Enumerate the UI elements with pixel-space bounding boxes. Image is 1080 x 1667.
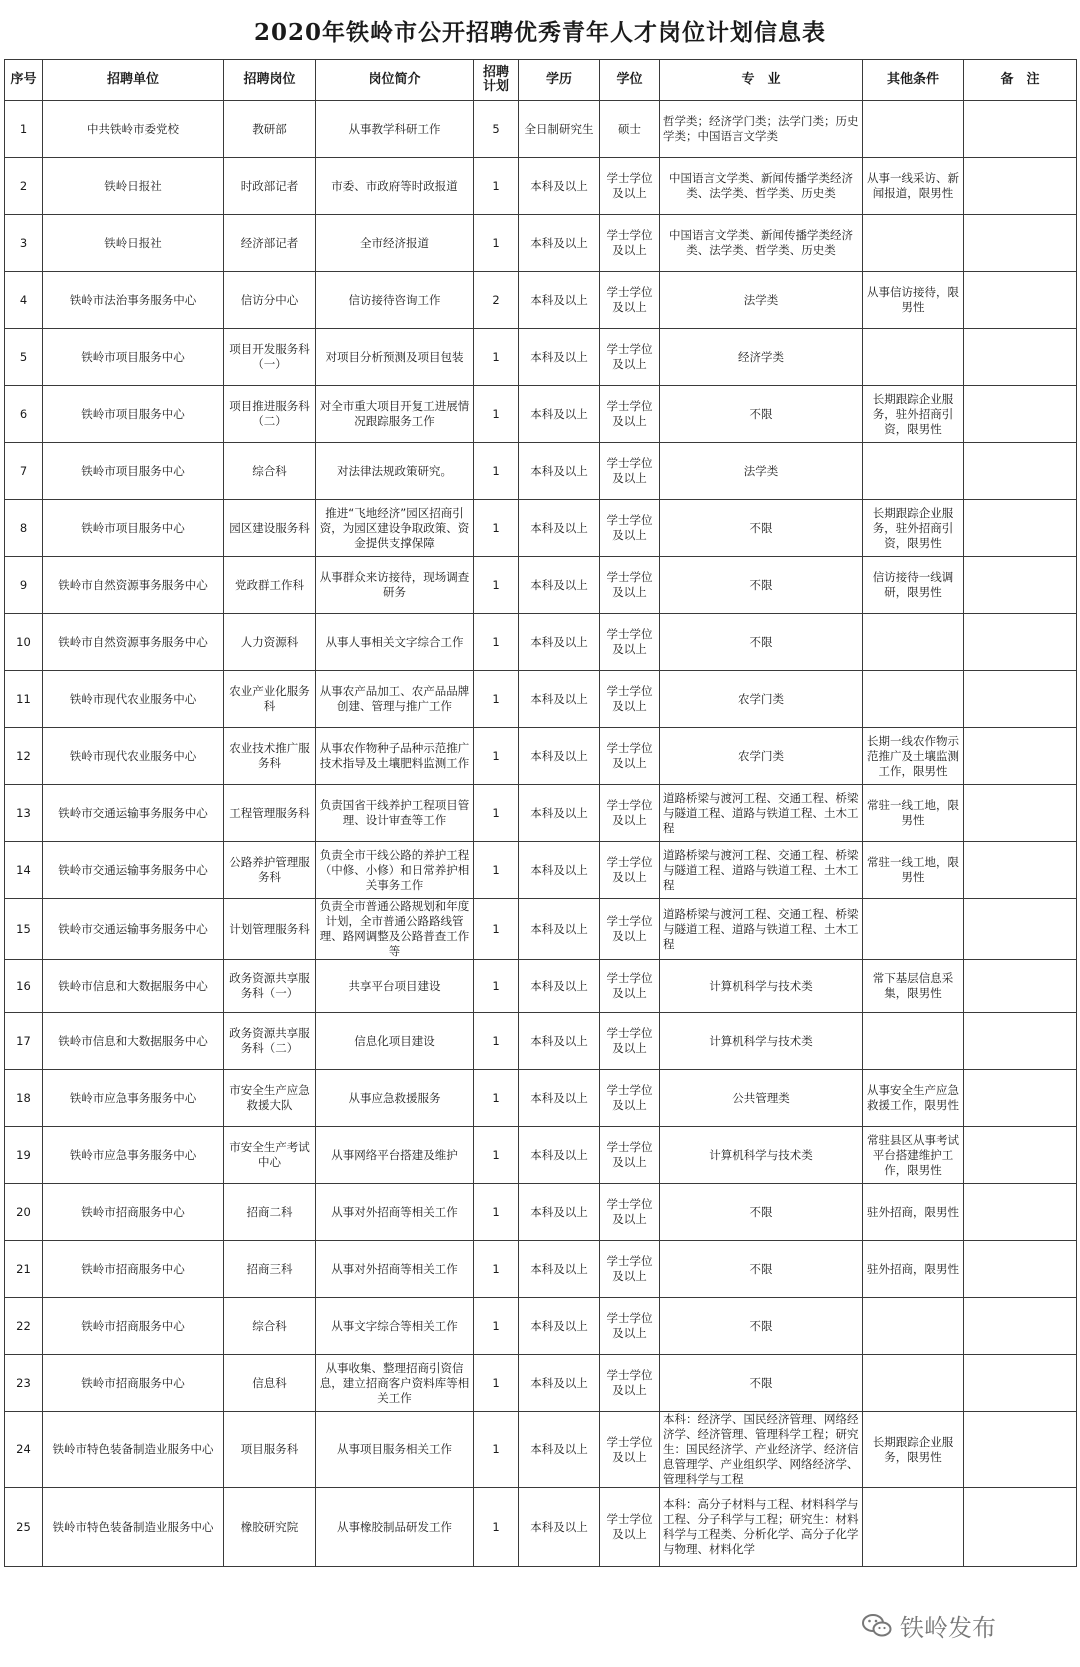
cell-note xyxy=(964,614,1077,671)
cell-post: 招商二科 xyxy=(224,1184,316,1241)
cell-note xyxy=(964,671,1077,728)
cell-major: 中国语言文学类、新闻传播学类经济类、法学类、哲学类、历史类 xyxy=(660,215,863,272)
cell-note xyxy=(964,1298,1077,1355)
cell-note xyxy=(964,1355,1077,1412)
cell-note xyxy=(964,557,1077,614)
cell-degree: 学士学位及以上 xyxy=(600,899,660,960)
cell-cond xyxy=(863,215,964,272)
cell-desc: 负责全市普通公路规划和年度计划，全市普通公路路线管理、路网调整及公路普查工作等 xyxy=(316,899,474,960)
cell-note xyxy=(964,1070,1077,1127)
cell-edu: 本科及以上 xyxy=(519,158,600,215)
cell-degree: 学士学位及以上 xyxy=(600,1184,660,1241)
cell-edu: 本科及以上 xyxy=(519,272,600,329)
cell-plan: 1 xyxy=(474,671,519,728)
cell-desc: 从事橡胶制品研发工作 xyxy=(316,1488,474,1567)
cell-major: 本科：经济学、国民经济管理、网络经济学、经济管理、管理科学工程；研究生：国民经济学、产业经济学、经济信息管理学、产业组织学、网络经济学、管理科学与工程 xyxy=(660,1412,863,1488)
cell-no: 8 xyxy=(5,500,43,557)
cell-major: 不限 xyxy=(660,614,863,671)
cell-note xyxy=(964,1241,1077,1298)
table-row xyxy=(5,1355,1077,1412)
cell-edu: 本科及以上 xyxy=(519,386,600,443)
cell-desc: 从事网络平台搭建及维护 xyxy=(316,1127,474,1184)
cell-post: 党政群工作科 xyxy=(224,557,316,614)
table-row xyxy=(5,1488,1077,1567)
cell-degree: 学士学位及以上 xyxy=(600,1298,660,1355)
cell-unit: 铁岭市自然资源事务服务中心 xyxy=(43,557,224,614)
cell-edu: 本科及以上 xyxy=(519,614,600,671)
cell-no: 3 xyxy=(5,215,43,272)
cell-note xyxy=(964,386,1077,443)
cell-edu: 全日制研究生 xyxy=(519,101,600,158)
cell-note xyxy=(964,1013,1077,1070)
cell-unit: 铁岭市自然资源事务服务中心 xyxy=(43,614,224,671)
cell-note xyxy=(964,215,1077,272)
cell-plan: 1 xyxy=(474,1184,519,1241)
cell-plan: 1 xyxy=(474,158,519,215)
cell-no: 16 xyxy=(5,960,43,1013)
cell-note xyxy=(964,960,1077,1013)
cell-unit: 铁岭市法治事务服务中心 xyxy=(43,272,224,329)
cell-degree: 学士学位及以上 xyxy=(600,1127,660,1184)
cell-no: 14 xyxy=(5,842,43,899)
cell-cond: 从事安全生产应急救援工作，限男性 xyxy=(863,1070,964,1127)
cell-degree: 学士学位及以上 xyxy=(600,158,660,215)
table-row xyxy=(5,1184,1077,1241)
cell-note xyxy=(964,158,1077,215)
cell-edu: 本科及以上 xyxy=(519,1127,600,1184)
cell-desc: 从事教学科研工作 xyxy=(316,101,474,158)
cell-plan: 1 xyxy=(474,500,519,557)
header-cond: 其他条件 xyxy=(863,60,964,101)
cell-unit: 铁岭市招商服务中心 xyxy=(43,1355,224,1412)
cell-degree: 学士学位及以上 xyxy=(600,785,660,842)
cell-no: 4 xyxy=(5,272,43,329)
header-unit: 招聘单位 xyxy=(43,60,224,101)
cell-major: 计算机科学与技术类 xyxy=(660,960,863,1013)
cell-degree: 学士学位及以上 xyxy=(600,1013,660,1070)
cell-post: 项目推进服务科（二） xyxy=(224,386,316,443)
cell-desc: 信访接待咨询工作 xyxy=(316,272,474,329)
cell-desc: 共享平台项目建设 xyxy=(316,960,474,1013)
cell-no: 17 xyxy=(5,1013,43,1070)
cell-degree: 学士学位及以上 xyxy=(600,728,660,785)
cell-note xyxy=(964,785,1077,842)
cell-major: 经济学类 xyxy=(660,329,863,386)
cell-plan: 1 xyxy=(474,785,519,842)
cell-major: 道路桥梁与渡河工程、交通工程、桥梁与隧道工程、道路与铁道工程、土木工程 xyxy=(660,785,863,842)
table-row xyxy=(5,329,1077,386)
cell-edu: 本科及以上 xyxy=(519,1241,600,1298)
cell-cond: 驻外招商，限男性 xyxy=(863,1184,964,1241)
cell-unit: 铁岭市项目服务中心 xyxy=(43,329,224,386)
cell-plan: 1 xyxy=(474,1412,519,1488)
cell-major: 计算机科学与技术类 xyxy=(660,1127,863,1184)
cell-desc: 从事收集、整理招商引资信息，建立招商客户资料库等相关工作 xyxy=(316,1355,474,1412)
cell-post: 农业技术推广服务科 xyxy=(224,728,316,785)
cell-post: 市安全生产应急救援大队 xyxy=(224,1070,316,1127)
cell-note xyxy=(964,272,1077,329)
cell-degree: 学士学位及以上 xyxy=(600,960,660,1013)
cell-cond: 常驻县区从事考试平台搭建维护工作，限男性 xyxy=(863,1127,964,1184)
cell-note xyxy=(964,500,1077,557)
cell-post: 园区建设服务科 xyxy=(224,500,316,557)
cell-edu: 本科及以上 xyxy=(519,1013,600,1070)
cell-cond xyxy=(863,443,964,500)
cell-cond: 长期一线农作物示范推广及土壤监测工作，限男性 xyxy=(863,728,964,785)
cell-unit: 铁岭日报社 xyxy=(43,215,224,272)
cell-note xyxy=(964,1412,1077,1488)
cell-cond xyxy=(863,1298,964,1355)
cell-edu: 本科及以上 xyxy=(519,728,600,785)
cell-cond xyxy=(863,1355,964,1412)
cell-major: 道路桥梁与渡河工程、交通工程、桥梁与隧道工程、道路与铁道工程、土木工程 xyxy=(660,899,863,960)
cell-cond: 常驻一线工地，限男性 xyxy=(863,785,964,842)
recruitment-table xyxy=(4,59,1077,1567)
cell-edu: 本科及以上 xyxy=(519,215,600,272)
cell-degree: 学士学位及以上 xyxy=(600,1241,660,1298)
cell-major: 法学类 xyxy=(660,272,863,329)
cell-edu: 本科及以上 xyxy=(519,500,600,557)
cell-note xyxy=(964,101,1077,158)
cell-unit: 铁岭市项目服务中心 xyxy=(43,500,224,557)
cell-no: 23 xyxy=(5,1355,43,1412)
cell-note xyxy=(964,842,1077,899)
cell-degree: 学士学位及以上 xyxy=(600,386,660,443)
cell-plan: 1 xyxy=(474,443,519,500)
cell-no: 19 xyxy=(5,1127,43,1184)
cell-post: 经济部记者 xyxy=(224,215,316,272)
cell-plan: 1 xyxy=(474,614,519,671)
cell-desc: 从事农产品加工、农产品品牌创建、管理与推广工作 xyxy=(316,671,474,728)
cell-unit: 铁岭市交通运输事务服务中心 xyxy=(43,842,224,899)
table-row xyxy=(5,785,1077,842)
cell-note xyxy=(964,1184,1077,1241)
cell-desc: 对全市重大项目开复工进展情况跟踪服务工作 xyxy=(316,386,474,443)
table-row xyxy=(5,215,1077,272)
cell-degree: 学士学位及以上 xyxy=(600,215,660,272)
cell-no: 20 xyxy=(5,1184,43,1241)
cell-edu: 本科及以上 xyxy=(519,899,600,960)
cell-note xyxy=(964,443,1077,500)
cell-major: 法学类 xyxy=(660,443,863,500)
wechat-icon xyxy=(862,1613,892,1639)
table-row xyxy=(5,960,1077,1013)
cell-desc: 从事群众来访接待，现场调查研务 xyxy=(316,557,474,614)
cell-plan: 1 xyxy=(474,1070,519,1127)
cell-edu: 本科及以上 xyxy=(519,443,600,500)
cell-desc: 信息化项目建设 xyxy=(316,1013,474,1070)
cell-no: 13 xyxy=(5,785,43,842)
cell-major: 中国语言文学类、新闻传播学类经济类、法学类、哲学类、历史类 xyxy=(660,158,863,215)
cell-no: 15 xyxy=(5,899,43,960)
cell-post: 时政部记者 xyxy=(224,158,316,215)
table-row xyxy=(5,272,1077,329)
cell-plan: 5 xyxy=(474,101,519,158)
cell-post: 项目服务科 xyxy=(224,1412,316,1488)
cell-plan: 1 xyxy=(474,1488,519,1567)
cell-cond xyxy=(863,899,964,960)
cell-unit: 铁岭日报社 xyxy=(43,158,224,215)
table-row xyxy=(5,500,1077,557)
cell-post: 信息科 xyxy=(224,1355,316,1412)
cell-edu: 本科及以上 xyxy=(519,671,600,728)
cell-degree: 学士学位及以上 xyxy=(600,557,660,614)
cell-unit: 铁岭市项目服务中心 xyxy=(43,386,224,443)
cell-edu: 本科及以上 xyxy=(519,785,600,842)
cell-unit: 铁岭市应急事务服务中心 xyxy=(43,1127,224,1184)
cell-no: 10 xyxy=(5,614,43,671)
cell-cond xyxy=(863,101,964,158)
cell-major: 本科：高分子材料与工程、材料科学与工程、分子科学与工程；研究生：材料科学与工程类、分析化学、高分子化学与物理、材料化学 xyxy=(660,1488,863,1567)
cell-no: 5 xyxy=(5,329,43,386)
cell-desc: 负责全市干线公路的养护工程（中修、小修）和日常养护相关事务工作 xyxy=(316,842,474,899)
cell-major: 不限 xyxy=(660,386,863,443)
table-row xyxy=(5,101,1077,158)
cell-desc: 从事农作物种子品种示范推广技术指导及土壤肥料监测工作 xyxy=(316,728,474,785)
table-row xyxy=(5,728,1077,785)
table-row xyxy=(5,1241,1077,1298)
cell-edu: 本科及以上 xyxy=(519,1412,600,1488)
cell-post: 市安全生产考试中心 xyxy=(224,1127,316,1184)
cell-unit: 铁岭市现代农业服务中心 xyxy=(43,671,224,728)
cell-cond: 常驻一线工地，限男性 xyxy=(863,842,964,899)
cell-post: 工程管理服务科 xyxy=(224,785,316,842)
cell-no: 24 xyxy=(5,1412,43,1488)
table-row xyxy=(5,1070,1077,1127)
cell-no: 2 xyxy=(5,158,43,215)
cell-post: 信访分中心 xyxy=(224,272,316,329)
header-edu: 学历 xyxy=(519,60,600,101)
cell-unit: 铁岭市应急事务服务中心 xyxy=(43,1070,224,1127)
cell-major: 农学门类 xyxy=(660,671,863,728)
cell-desc: 负责国省干线养护工程项目管理、设计审查等工作 xyxy=(316,785,474,842)
cell-edu: 本科及以上 xyxy=(519,1184,600,1241)
cell-desc: 市委、市政府等时政报道 xyxy=(316,158,474,215)
cell-edu: 本科及以上 xyxy=(519,329,600,386)
cell-desc: 从事对外招商等相关工作 xyxy=(316,1241,474,1298)
table-row xyxy=(5,614,1077,671)
table-row xyxy=(5,1127,1077,1184)
cell-cond: 长期跟踪企业服务，限男性 xyxy=(863,1412,964,1488)
cell-desc: 对法律法规政策研究。 xyxy=(316,443,474,500)
cell-edu: 本科及以上 xyxy=(519,1355,600,1412)
cell-unit: 中共铁岭市委党校 xyxy=(43,101,224,158)
cell-unit: 铁岭市信息和大数据服务中心 xyxy=(43,960,224,1013)
table-row xyxy=(5,158,1077,215)
cell-edu: 本科及以上 xyxy=(519,1488,600,1567)
cell-degree: 学士学位及以上 xyxy=(600,614,660,671)
header-no: 序号 xyxy=(5,60,43,101)
cell-unit: 铁岭市招商服务中心 xyxy=(43,1241,224,1298)
cell-plan: 1 xyxy=(474,1241,519,1298)
cell-major: 不限 xyxy=(660,557,863,614)
cell-edu: 本科及以上 xyxy=(519,960,600,1013)
cell-cond: 驻外招商，限男性 xyxy=(863,1241,964,1298)
cell-plan: 1 xyxy=(474,960,519,1013)
cell-no: 11 xyxy=(5,671,43,728)
cell-plan: 1 xyxy=(474,215,519,272)
cell-unit: 铁岭市现代农业服务中心 xyxy=(43,728,224,785)
cell-no: 9 xyxy=(5,557,43,614)
header-post: 招聘岗位 xyxy=(224,60,316,101)
cell-unit: 铁岭市交通运输事务服务中心 xyxy=(43,785,224,842)
cell-post: 农业产业化服务科 xyxy=(224,671,316,728)
cell-major: 不限 xyxy=(660,500,863,557)
cell-plan: 1 xyxy=(474,557,519,614)
cell-desc: 从事对外招商等相关工作 xyxy=(316,1184,474,1241)
cell-unit: 铁岭市信息和大数据服务中心 xyxy=(43,1013,224,1070)
cell-major: 哲学类；经济学门类；法学门类；历史学类；中国语言文学类 xyxy=(660,101,863,158)
cell-major: 不限 xyxy=(660,1298,863,1355)
cell-degree: 学士学位及以上 xyxy=(600,1070,660,1127)
table-header-row xyxy=(5,60,1077,101)
cell-desc: 从事项目服务相关工作 xyxy=(316,1412,474,1488)
cell-post: 橡胶研究院 xyxy=(224,1488,316,1567)
cell-plan: 1 xyxy=(474,1355,519,1412)
cell-plan: 1 xyxy=(474,329,519,386)
cell-cond xyxy=(863,1488,964,1567)
cell-post: 综合科 xyxy=(224,1298,316,1355)
cell-degree: 学士学位及以上 xyxy=(600,1412,660,1488)
cell-degree: 学士学位及以上 xyxy=(600,443,660,500)
page-title: 2020年铁岭市公开招聘优秀青年人才岗位计划信息表 xyxy=(253,19,826,46)
cell-plan: 1 xyxy=(474,386,519,443)
cell-cond: 信访接待一线调研，限男性 xyxy=(863,557,964,614)
table-row xyxy=(5,557,1077,614)
cell-post: 教研部 xyxy=(224,101,316,158)
cell-note xyxy=(964,728,1077,785)
cell-cond xyxy=(863,671,964,728)
watermark xyxy=(862,1608,996,1643)
header-plan: 招聘 计划 xyxy=(474,60,519,101)
cell-unit: 铁岭市项目服务中心 xyxy=(43,443,224,500)
cell-plan: 2 xyxy=(474,272,519,329)
cell-edu: 本科及以上 xyxy=(519,557,600,614)
cell-post: 公路养护管理服务科 xyxy=(224,842,316,899)
cell-major: 公共管理类 xyxy=(660,1070,863,1127)
table-row xyxy=(5,899,1077,960)
cell-no: 1 xyxy=(5,101,43,158)
cell-desc: 全市经济报道 xyxy=(316,215,474,272)
cell-note xyxy=(964,899,1077,960)
cell-plan: 1 xyxy=(474,728,519,785)
cell-plan: 1 xyxy=(474,1013,519,1070)
cell-edu: 本科及以上 xyxy=(519,842,600,899)
cell-major: 农学门类 xyxy=(660,728,863,785)
cell-degree: 学士学位及以上 xyxy=(600,329,660,386)
cell-degree: 学士学位及以上 xyxy=(600,500,660,557)
cell-note xyxy=(964,1127,1077,1184)
cell-edu: 本科及以上 xyxy=(519,1070,600,1127)
cell-major: 不限 xyxy=(660,1355,863,1412)
cell-degree: 硕士 xyxy=(600,101,660,158)
cell-no: 25 xyxy=(5,1488,43,1567)
cell-major: 不限 xyxy=(660,1184,863,1241)
table-row xyxy=(5,671,1077,728)
cell-major: 计算机科学与技术类 xyxy=(660,1013,863,1070)
cell-plan: 1 xyxy=(474,899,519,960)
cell-plan: 1 xyxy=(474,1298,519,1355)
cell-post: 综合科 xyxy=(224,443,316,500)
table-row xyxy=(5,443,1077,500)
cell-no: 12 xyxy=(5,728,43,785)
cell-desc: 从事应急救援服务 xyxy=(316,1070,474,1127)
cell-cond: 长期跟踪企业服务，驻外招商引资，限男性 xyxy=(863,500,964,557)
table-row xyxy=(5,842,1077,899)
table-row xyxy=(5,1013,1077,1070)
table-row xyxy=(5,1298,1077,1355)
cell-no: 21 xyxy=(5,1241,43,1298)
cell-cond xyxy=(863,329,964,386)
cell-major: 不限 xyxy=(660,1241,863,1298)
cell-post: 项目开发服务科（一） xyxy=(224,329,316,386)
cell-degree: 学士学位及以上 xyxy=(600,272,660,329)
cell-plan: 1 xyxy=(474,1127,519,1184)
cell-no: 7 xyxy=(5,443,43,500)
cell-unit: 铁岭市特色装备制造业服务中心 xyxy=(43,1412,224,1488)
cell-note xyxy=(964,1488,1077,1567)
cell-major: 道路桥梁与渡河工程、交通工程、桥梁与隧道工程、道路与铁道工程、土木工程 xyxy=(660,842,863,899)
cell-note xyxy=(964,329,1077,386)
cell-degree: 学士学位及以上 xyxy=(600,1355,660,1412)
cell-edu: 本科及以上 xyxy=(519,1298,600,1355)
watermark-text: 铁岭发布 xyxy=(900,1614,996,1642)
cell-cond xyxy=(863,1013,964,1070)
cell-no: 22 xyxy=(5,1298,43,1355)
cell-degree: 学士学位及以上 xyxy=(600,842,660,899)
cell-unit: 铁岭市招商服务中心 xyxy=(43,1298,224,1355)
cell-cond: 长期跟踪企业服务，驻外招商引资，限男性 xyxy=(863,386,964,443)
cell-unit: 铁岭市特色装备制造业服务中心 xyxy=(43,1488,224,1567)
cell-post: 招商三科 xyxy=(224,1241,316,1298)
cell-degree: 学士学位及以上 xyxy=(600,1488,660,1567)
cell-no: 6 xyxy=(5,386,43,443)
cell-desc: 从事文字综合等相关工作 xyxy=(316,1298,474,1355)
header-note: 备 注 xyxy=(964,60,1077,101)
cell-cond: 从事信访接待，限男性 xyxy=(863,272,964,329)
cell-degree: 学士学位及以上 xyxy=(600,671,660,728)
cell-post: 政务资源共享服务科（一） xyxy=(224,960,316,1013)
cell-plan: 1 xyxy=(474,842,519,899)
cell-desc: 对项目分析预测及项目包装 xyxy=(316,329,474,386)
cell-desc: 推进“飞地经济”园区招商引资，为园区建设争取政策、资金提供支撑保障 xyxy=(316,500,474,557)
cell-desc: 从事人事相关文字综合工作 xyxy=(316,614,474,671)
cell-post: 人力资源科 xyxy=(224,614,316,671)
cell-post: 政务资源共享服务科（二） xyxy=(224,1013,316,1070)
table-row xyxy=(5,1412,1077,1488)
cell-cond: 常下基层信息采集，限男性 xyxy=(863,960,964,1013)
table-row xyxy=(5,386,1077,443)
header-degree: 学位 xyxy=(600,60,660,101)
header-major: 专 业 xyxy=(660,60,863,101)
header-desc: 岗位简介 xyxy=(316,60,474,101)
cell-cond: 从事一线采访、新闻报道，限男性 xyxy=(863,158,964,215)
cell-no: 18 xyxy=(5,1070,43,1127)
cell-unit: 铁岭市交通运输事务服务中心 xyxy=(43,899,224,960)
cell-cond xyxy=(863,614,964,671)
cell-post: 计划管理服务科 xyxy=(224,899,316,960)
cell-unit: 铁岭市招商服务中心 xyxy=(43,1184,224,1241)
